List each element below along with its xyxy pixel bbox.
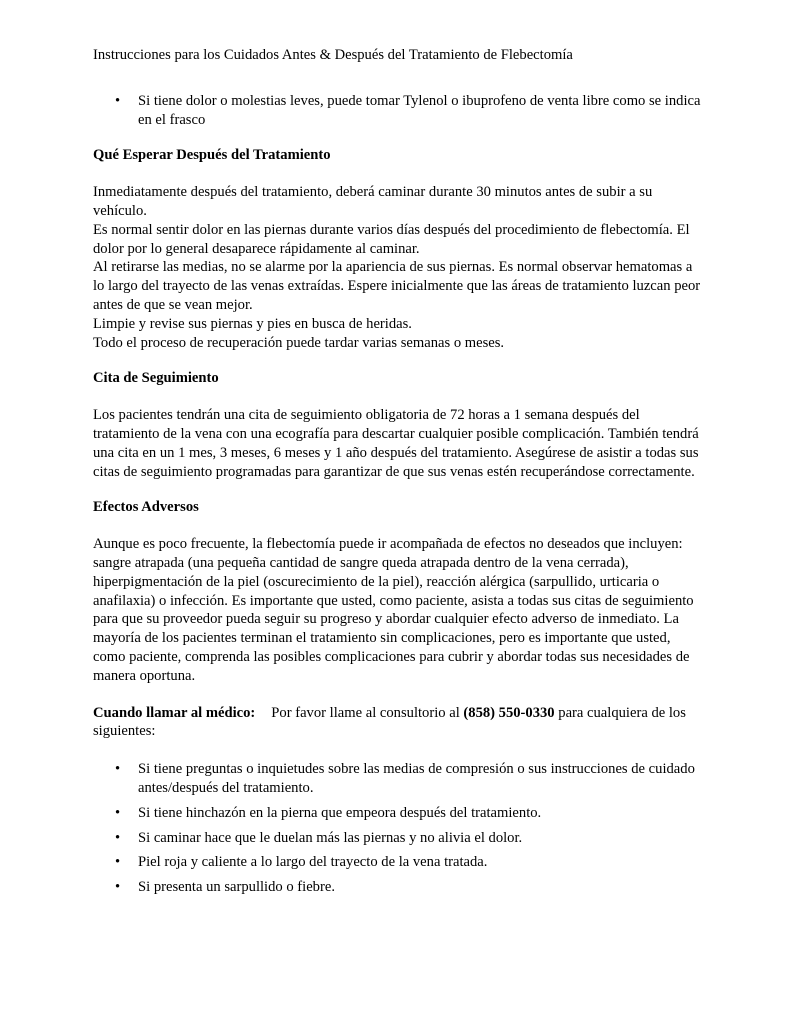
bullet-icon: •: [115, 854, 121, 871]
paragraph: Limpie y revise sus piernas y pies en busca de heridas.: [93, 315, 412, 332]
paragraph: Aunque es poco frecuente, la flebectomía puede ir acompañada de efectos no deseados que incluyen: sangre atrapada (una pequeña cantidad de sangre queda atrapada dentro de la vena cerrada), hiperpigmentación de la piel (oscurecimiento de la piel), reacción alérgica (sarpullido, urticaria o anafilaxia) o infección. Es importante que usted, como paciente, asista a todas sus citas de seguimiento para que su proveedor pueda seguir su progreso y abordar cualquier efecto adverso de inmediato. La mayoría de los pacientes terminan el tratamiento sin complicaciones, pero es importante que usted, como paciente, comprenda las posibles complicaciones para cubrir y abordar todas sus necesidades de manera oportuna.: [93, 536, 694, 684]
list-item: [93, 760, 705, 798]
list-item-text: Piel roja y caliente a lo largo del trayecto de la vena tratada.: [138, 854, 488, 871]
list-item-text: Si tiene preguntas o inquietudes sobre las medias de compresión o sus instrucciones de cuidado antes/después del tratamiento.: [138, 761, 695, 796]
list-item-text: Si presenta un sarpullido o fiebre.: [138, 879, 335, 896]
phone-number: (858) 550-0330: [463, 704, 555, 721]
paragraph: Los pacientes tendrán una cita de seguimiento obligatoria de 72 horas a 1 semana después del tratamiento de la vena con una ecografía para descartar cualquier posible complicación. También tendrá una cita en un 1 mes, 3 meses, 6 meses y 1 año después del tratamiento. Asegúrese de asistir a todas sus citas de seguimiento programadas para garantizar de que sus venas estén recuperándose correctamente.: [93, 407, 699, 480]
list-item-text: Si tiene dolor o molestias leves, puede tomar Tylenol o ibuprofeno de venta libre como se indica en el frasco: [138, 92, 701, 128]
paragraph: Todo el proceso de recuperación puede tardar varias semanas o meses.: [93, 334, 505, 351]
list-item: [93, 829, 705, 848]
bullet-icon: •: [115, 829, 121, 846]
what-to-expect-body: [93, 183, 705, 352]
bullet-icon: •: [115, 879, 121, 896]
follow-up-body: [93, 406, 705, 481]
list-item: [93, 853, 705, 872]
when-to-call-paragraph: [93, 704, 705, 742]
paragraph: Es normal sentir dolor en las piernas durante varios días después del procedimiento de flebectomía. El dolor por lo general desaparece rápidamente al caminar.: [93, 221, 690, 257]
bullet-icon: •: [115, 804, 121, 821]
when-to-call-list: [93, 760, 705, 897]
call-text-before: Por favor llame al consultorio al: [271, 704, 460, 721]
bullet-icon: •: [115, 761, 121, 778]
list-item-text: Si tiene hinchazón en la pierna que empeora después del tratamiento.: [138, 804, 542, 821]
paragraph: Inmediatamente después del tratamiento, deberá caminar durante 30 minutos antes de subir a su vehículo.: [93, 184, 653, 219]
heading-follow-up: Cita de Seguimiento: [93, 370, 219, 387]
list-item: [93, 92, 708, 130]
top-bullet-list: [93, 92, 705, 130]
bullet-icon: •: [115, 92, 121, 109]
document-title: Instrucciones para los Cuidados Antes & Después del Tratamiento de Flebectomía: [93, 47, 573, 63]
list-item: [93, 804, 705, 823]
when-to-call-label: Cuando llamar al médico:: [93, 704, 256, 721]
heading-what-to-expect: Qué Esperar Después del Tratamiento: [93, 147, 331, 164]
call-text-after: para cualquiera de los siguientes:: [93, 704, 686, 740]
paragraph: Al retirarse las medias, no se alarme por la apariencia de sus piernas. Es normal observar hematomas a lo largo del trayecto de las venas extraídas. Espere inicialmente que las áreas de tratamiento luzcan peor antes de que se vean mejor.: [93, 259, 701, 313]
document-page: [93, 46, 705, 903]
list-item-text: Si caminar hace que le duelan más las piernas y no alivia el dolor.: [138, 829, 523, 846]
list-item: [93, 878, 705, 897]
heading-adverse-effects: Efectos Adversos: [93, 499, 199, 516]
adverse-effects-body: [93, 535, 705, 685]
